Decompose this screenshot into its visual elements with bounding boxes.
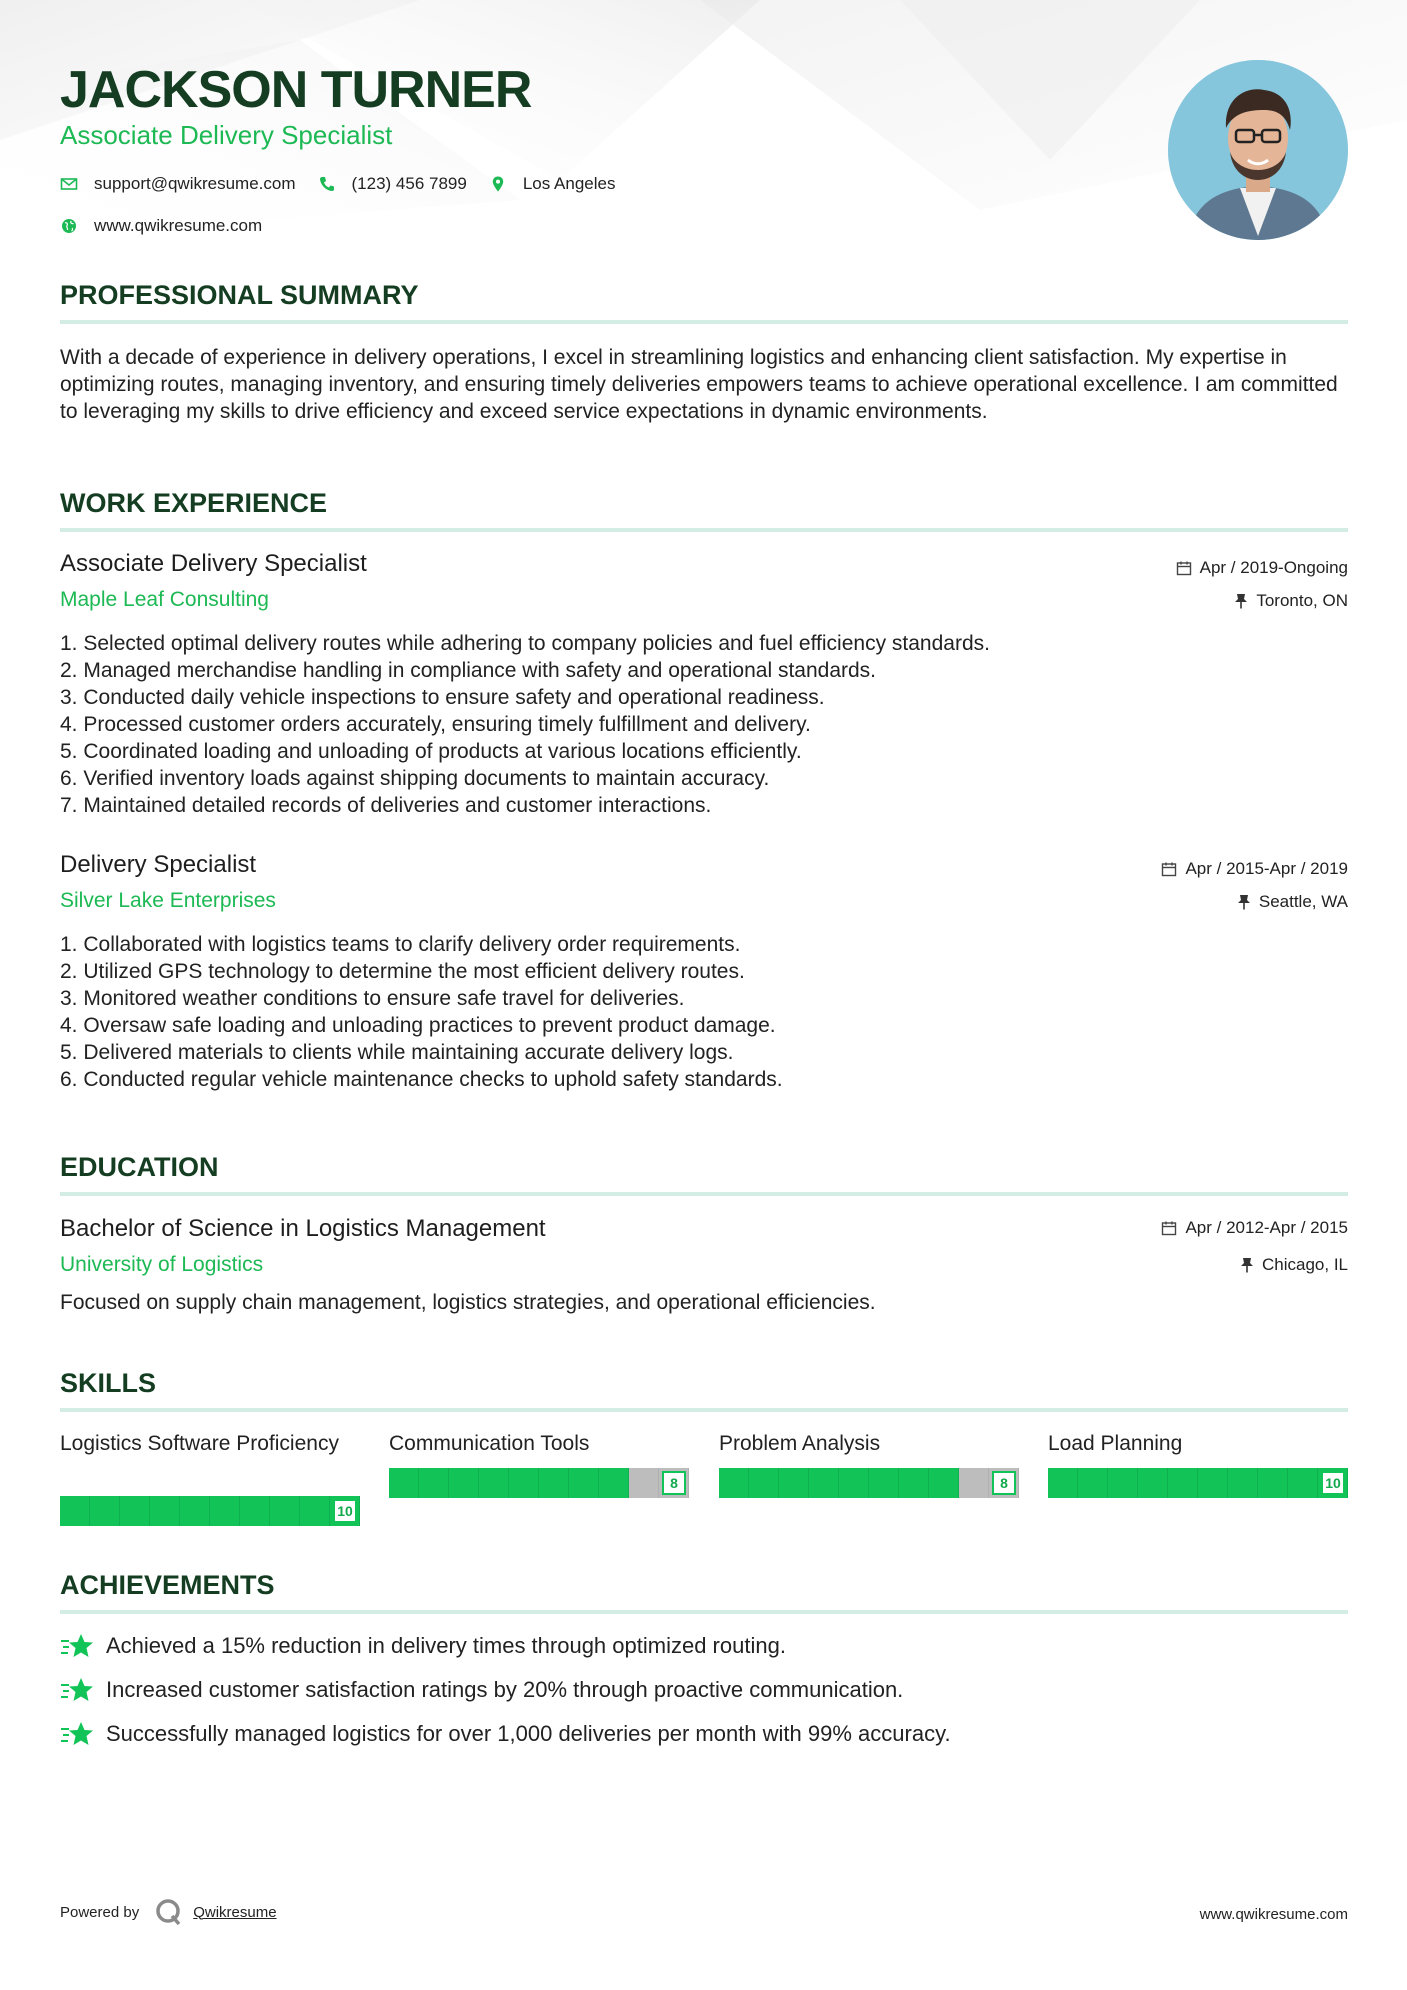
- job-bullet-list: [60, 931, 783, 1093]
- skill-level-badge: 8: [662, 1471, 686, 1495]
- contact-location: [489, 174, 616, 194]
- degree-title: Bachelor of Science in Logistics Management: [60, 1215, 546, 1242]
- contact-email[interactable]: [60, 174, 296, 194]
- skill-bar-segment: [1138, 1468, 1168, 1498]
- skill-level-badge: 10: [333, 1499, 357, 1523]
- list-item: 7. Maintained detailed records of deliveries and customer interactions.: [60, 794, 712, 817]
- achievement-text: Successfully managed logistics for over 1,000 deliveries per month with 99% accuracy.: [106, 1721, 951, 1746]
- experience-heading: WORK EXPERIENCE: [60, 488, 328, 518]
- list-item: 4. Processed customer orders accurately, ensuring timely fulfillment and delivery.: [60, 713, 811, 736]
- list-item: 2. Managed merchandise handling in compliance with safety and operational standards.: [60, 659, 877, 682]
- skill-bar-segment: [150, 1496, 180, 1526]
- skill-bar-segment: [809, 1468, 839, 1498]
- summary-text: With a decade of experience in delivery operations, I excel in streamlining logistics and enhancing client satisfaction. My expertise in optimizing routes, managing inventory, and ensuring timely deliveries empowers teams to achieve operational excellence. I am committed to leveraging my skills to drive efficiency and exceed service expectations in dynamic environments.: [60, 346, 1338, 423]
- list-item: 5. Coordinated loading and unloading of products at various locations efficiently.: [60, 740, 802, 763]
- skill-bar-segment: [509, 1468, 539, 1498]
- list-item: 6. Conducted regular vehicle maintenance checks to uphold safety standards.: [60, 1068, 783, 1091]
- list-item: 3. Conducted daily vehicle inspections to ensure safety and operational readiness.: [60, 686, 825, 709]
- summary-heading: PROFESSIONAL SUMMARY: [60, 280, 419, 310]
- skill-bar-segment: [1228, 1468, 1258, 1498]
- portrait-illustration: [1168, 60, 1348, 240]
- skill-name: Problem Analysis: [719, 1432, 881, 1455]
- education-dates: [1161, 1218, 1348, 1238]
- calendar-icon: [1161, 1220, 1177, 1236]
- list-item: 6. Verified inventory loads against shipping documents to maintain accuracy.: [60, 767, 770, 790]
- star-badge-icon: [60, 1632, 94, 1660]
- website-row: [60, 216, 284, 236]
- skills-heading: SKILLS: [60, 1368, 157, 1398]
- job-dates: [1161, 859, 1348, 879]
- skill-bar-segment: [120, 1496, 150, 1526]
- skill-bar-segment: [599, 1468, 629, 1498]
- job-dates-text: Apr / 2019-Ongoing: [1199, 558, 1348, 577]
- skills-divider: [60, 1408, 1348, 1412]
- pushpin-icon: [1237, 894, 1251, 910]
- skill-bar-segment: [629, 1468, 659, 1498]
- envelope-icon: [60, 175, 78, 193]
- skill-bar-segment: [899, 1468, 929, 1498]
- contact-website[interactable]: [60, 216, 262, 236]
- footer-powered-by: [60, 1896, 277, 1928]
- job-location: [1237, 892, 1348, 912]
- skill-item: [1048, 1430, 1348, 1491]
- skill-level-badge: 8: [992, 1471, 1016, 1495]
- skill-bar-segment: [1198, 1468, 1228, 1498]
- skill-bar-segment: [389, 1468, 419, 1498]
- skill-item: [389, 1430, 689, 1491]
- skill-bar-segment: [449, 1468, 479, 1498]
- job-title: Delivery Specialist: [60, 851, 257, 878]
- summary-divider: [60, 320, 1348, 324]
- education-heading: EDUCATION: [60, 1152, 219, 1182]
- skill-rating-bar: [60, 1496, 360, 1526]
- job-dates-text: Apr / 2015-Apr / 2019: [1185, 859, 1348, 878]
- skill-bar-segment: [539, 1468, 569, 1498]
- skill-bar-segment: [839, 1468, 869, 1498]
- skill-bar-segment: [1258, 1468, 1288, 1498]
- job-title: Associate Delivery Specialist: [60, 550, 367, 577]
- email-text: support@qwikresume.com: [94, 174, 296, 193]
- skill-bar-segment: [180, 1496, 210, 1526]
- qwikresume-link[interactable]: Qwikresume: [193, 1903, 277, 1921]
- education-location-text: Chicago, IL: [1262, 1255, 1348, 1274]
- contact-phone[interactable]: [318, 174, 467, 194]
- skill-bar-segment: [719, 1468, 749, 1498]
- skill-bar-segment: [60, 1496, 90, 1526]
- skill-bar-segment: [1168, 1468, 1198, 1498]
- skill-name: Logistics Software Proficiency: [60, 1432, 339, 1455]
- skill-bar-segment: [1288, 1468, 1318, 1498]
- skill-bar-segment: [1048, 1468, 1078, 1498]
- location-text: Los Angeles: [522, 174, 616, 193]
- skill-bar-segment: [300, 1496, 330, 1526]
- job-company: Maple Leaf Consulting: [60, 588, 269, 611]
- job-location-text: Seattle, WA: [1258, 892, 1348, 911]
- calendar-icon: [1176, 560, 1192, 576]
- skill-bar-segment: [929, 1468, 959, 1498]
- skill-item: [60, 1430, 360, 1519]
- skill-bar-segment: [210, 1496, 240, 1526]
- skill-bar-segment: [1078, 1468, 1108, 1498]
- skill-bar-segment: [569, 1468, 599, 1498]
- job-location-text: Toronto, ON: [1256, 591, 1348, 610]
- school-name: University of Logistics: [60, 1253, 264, 1276]
- experience-divider: [60, 528, 1348, 532]
- skill-bar-segment: [779, 1468, 809, 1498]
- achievements-divider: [60, 1610, 1348, 1614]
- achievement-text: Increased customer satisfaction ratings by 20% through proactive communication.: [106, 1677, 904, 1702]
- star-badge-icon: [60, 1676, 94, 1704]
- skill-bar-segment: [270, 1496, 300, 1526]
- pushpin-icon: [1240, 1257, 1254, 1273]
- job-dates: [1176, 558, 1348, 578]
- education-description: Focused on supply chain management, logistics strategies, and operational efficiencies.: [60, 1291, 876, 1314]
- list-item: 1. Selected optimal delivery routes while adhering to company policies and fuel efficiency standards.: [60, 632, 990, 655]
- pushpin-icon: [1234, 593, 1248, 609]
- footer-website[interactable]: www.qwikresume.com: [1199, 1906, 1348, 1923]
- skill-rating-bar: [389, 1468, 689, 1498]
- candidate-name: JACKSON TURNER: [60, 61, 532, 119]
- list-item: 5. Delivered materials to clients while maintaining accurate delivery logs.: [60, 1041, 734, 1064]
- list-item: 4. Oversaw safe loading and unloading practices to prevent product damage.: [60, 1014, 776, 1037]
- achievement-item: [60, 1632, 786, 1660]
- powered-by-label: Powered by: [60, 1903, 140, 1921]
- phone-icon: [318, 175, 336, 193]
- globe-icon: [60, 217, 78, 235]
- achievements-heading: ACHIEVEMENTS: [60, 1570, 275, 1600]
- skill-name: Communication Tools: [389, 1432, 590, 1455]
- list-item: 2. Utilized GPS technology to determine the most efficient delivery routes.: [60, 960, 745, 983]
- skill-bar-segment: [479, 1468, 509, 1498]
- skill-bar-segment: [90, 1496, 120, 1526]
- skill-bar-segment: [959, 1468, 989, 1498]
- star-badge-icon: [60, 1720, 94, 1748]
- list-item: 3. Monitored weather conditions to ensure safe travel for deliveries.: [60, 987, 685, 1010]
- skill-level-badge: 10: [1321, 1471, 1345, 1495]
- achievement-item: [60, 1676, 903, 1704]
- education-dates-text: Apr / 2012-Apr / 2015: [1185, 1218, 1348, 1237]
- skill-rating-bar: [719, 1468, 1019, 1498]
- skill-bar-segment: [240, 1496, 270, 1526]
- education-divider: [60, 1192, 1348, 1196]
- education-location: [1240, 1255, 1348, 1275]
- job-bullet-list: [60, 630, 990, 819]
- skill-bar-segment: [419, 1468, 449, 1498]
- job-location: [1234, 591, 1348, 611]
- candidate-title: Associate Delivery Specialist: [60, 120, 393, 150]
- skill-bar-segment: [1108, 1468, 1138, 1498]
- skill-bar-segment: [749, 1468, 779, 1498]
- achievement-item: [60, 1720, 951, 1748]
- website-text: www.qwikresume.com: [94, 216, 263, 235]
- job-company: Silver Lake Enterprises: [60, 889, 276, 912]
- skill-item: [719, 1430, 1019, 1491]
- phone-text: (123) 456 7899: [351, 174, 467, 193]
- profile-photo: [1168, 60, 1348, 240]
- qwikresume-logo-icon: [153, 1896, 185, 1928]
- contact-row: [60, 174, 637, 194]
- skill-bar-segment: [869, 1468, 899, 1498]
- list-item: 1. Collaborated with logistics teams to clarify delivery order requirements.: [60, 933, 741, 956]
- achievement-text: Achieved a 15% reduction in delivery times through optimized routing.: [106, 1633, 786, 1658]
- skill-rating-bar: [1048, 1468, 1348, 1498]
- calendar-icon: [1161, 861, 1177, 877]
- skill-name: Load Planning: [1048, 1432, 1183, 1455]
- map-pin-icon: [489, 175, 507, 193]
